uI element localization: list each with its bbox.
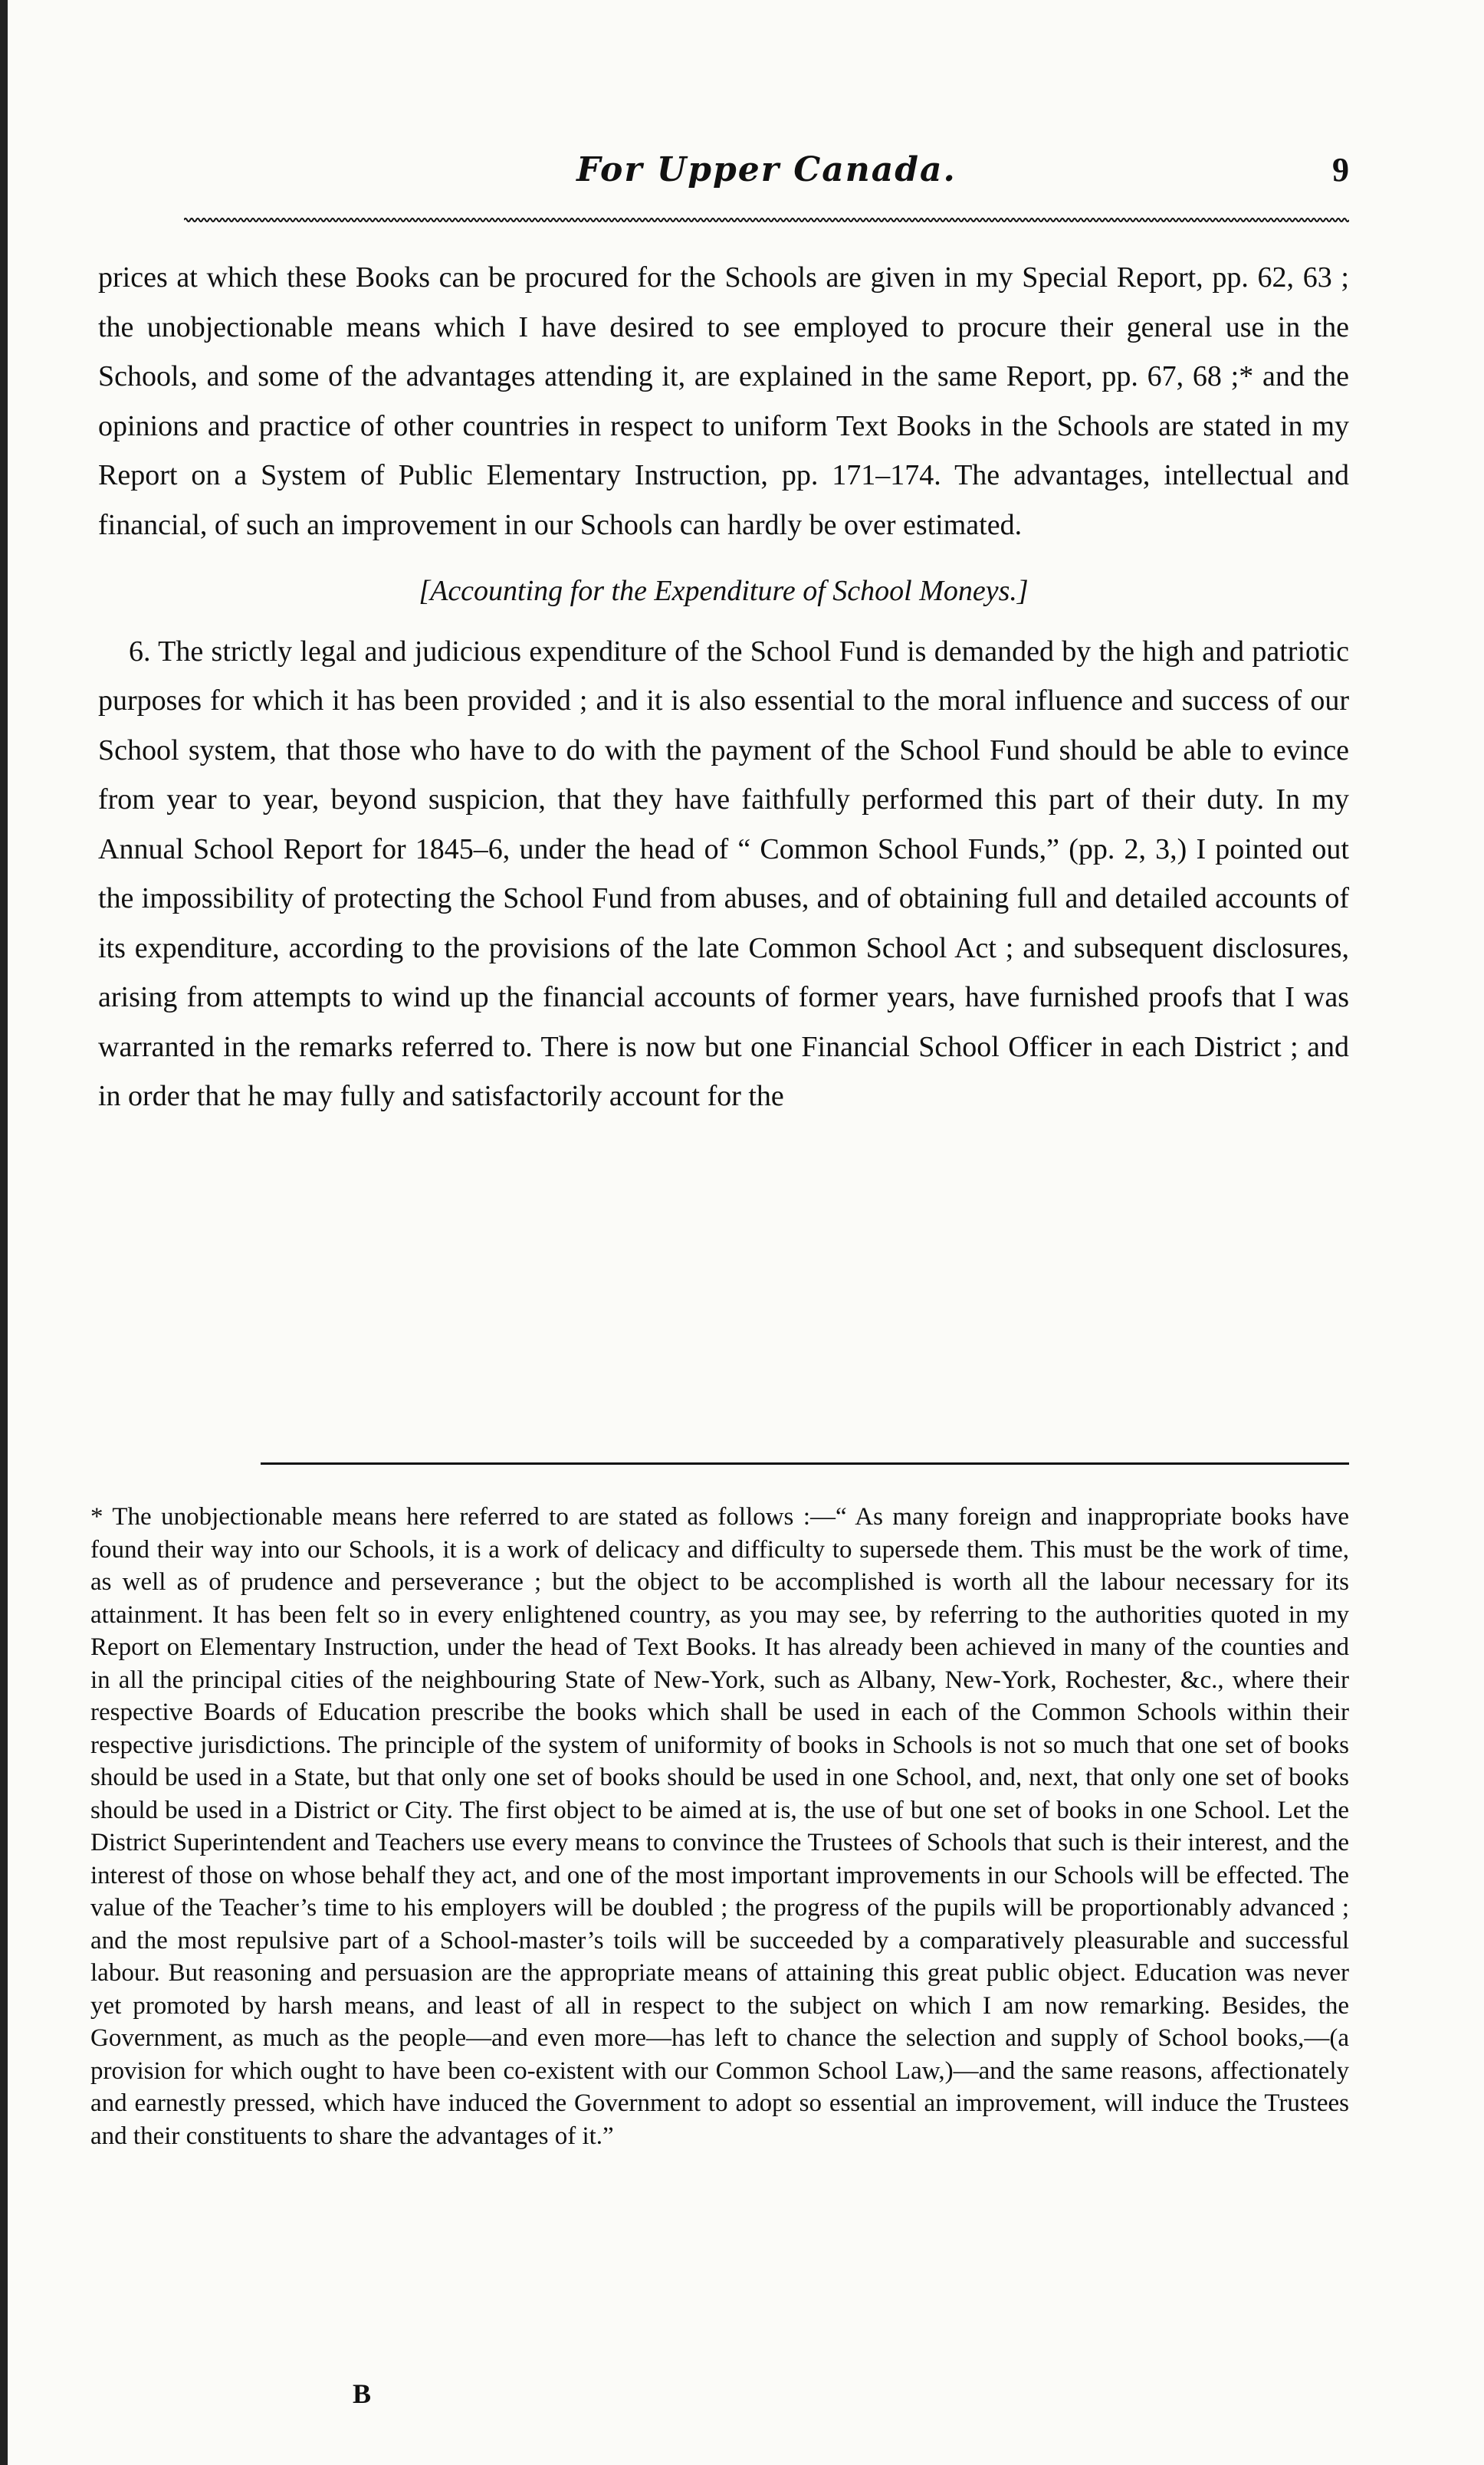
wavy-rule-graphic — [184, 216, 1349, 224]
footnote — [90, 1501, 1349, 2152]
printer-signature-mark: B — [353, 2378, 372, 2409]
footnote-text: * The unobjectionable means here referred to are stated as follows :—“ As many foreign and inappropriate books have found their way into our Schools, it is a work of delicacy and difficulty to supersede them. This must be the work of time, as well as of prudence and perseverance ; but the object to be accomplished is worth all the labour necessary for its attainment. It has been felt so in every enlightened country, as you may see, by referring to the authorities quoted in my Report on Elementary Instruction, under the head of Text Books. It has already been achieved in many of the counties and in all the principal cities of the neighbouring State of New-York, such as Albany, New-York, Rochester, &c., where their respective Boards of Education prescribe the books which shall be used in each of the Common Schools within their respective jurisdictions. The principle of the system of uniformity of books in Schools is not so much that one set of books should be used in a State, but that only one set of books should be used in one School, and, next, that only one set of books should be used in a District or City. The first object to be aimed at is, the use of but one set of books in one School. Let the District Superintendent and Teachers use every means to convince the Trustees of Schools that such is their interest, and the interest of those on whose behalf they act, and one of the most important improvements in our Schools will be effected. The value of the Teacher’s time to his employers will be doubled ; the progress of the pupils will be proportionably advanced ; and the most repulsive part of a School-master’s toils will be succeeded by a comparatively pleasurable and successful labour. But reasoning and persuasion are the appropriate means of attaining this great public object. Education was never yet promoted by harsh means, and least of all in respect to the subject on which I am now remarking. Besides, the Government, as much as the people—and even more—has left to chance the selection and supply of School books,—(a provision for which ought to have been co-existent with our Common School Law,)—and the same reasons, affectionately and earnestly pressed, which have induced the Government to adopt so essential an improvement, will induce the Trustees and their constituents to share the advantages of it.” — [90, 1503, 1349, 2150]
header-wavy-rule — [184, 216, 1349, 224]
running-title: For Upper Canada. — [576, 150, 957, 189]
section-heading: [Accounting for the Expenditure of School Moneys.] — [419, 575, 1029, 607]
page-number: 9 — [1332, 151, 1349, 189]
body-paragraph-2: 6. The strictly legal and judicious expenditure of the School Fund is demanded by the high and patriotic purposes for which it has been provided ; and it is also essential to the moral influence and success of our School system, that those who have to do with the payment of the School Fund should be able to evince from year to year, beyond suspicion, that they have faithfully performed this part of their duty. In my Annual School Report for 1845–6, under the head of “ Common School Funds,” (pp. 2, 3,) I pointed out the impossibility of protecting the School Fund from abuses, and of obtaining full and detailed accounts of its expenditure, according to the provisions of the late Common School Act ; and subsequent disclosures, arising from attempts to wind up the financial accounts of former years, have furnished proofs that I was warranted in the remarks referred to. There is now but one Financial School Officer in each District ; and in order that he may fully and satisfactorily account for the — [98, 635, 1349, 1112]
binding-edge — [0, 0, 8, 2465]
page-header — [184, 150, 1349, 208]
footnote-divider — [261, 1462, 1349, 1465]
body-paragraph-1: prices at which these Books can be procured for the Schools are given in my Special Report, pp. 62, 63 ; the unobjectionable means which I have desired to see employed to procure their general use in the Schools, and some of the advantages attending it, are explained in the same Report, pp. 67, 68 ;* and the opinions and practice of other countries in respect to uniform Text Books in the Schools are stated in my Report on a System of Public Elementary Instruction, pp. 171–174. The advantages, intellectual and financial, of such an improvement in our Schools can hardly be over estimated. — [98, 261, 1349, 541]
body-text — [98, 253, 1349, 1121]
